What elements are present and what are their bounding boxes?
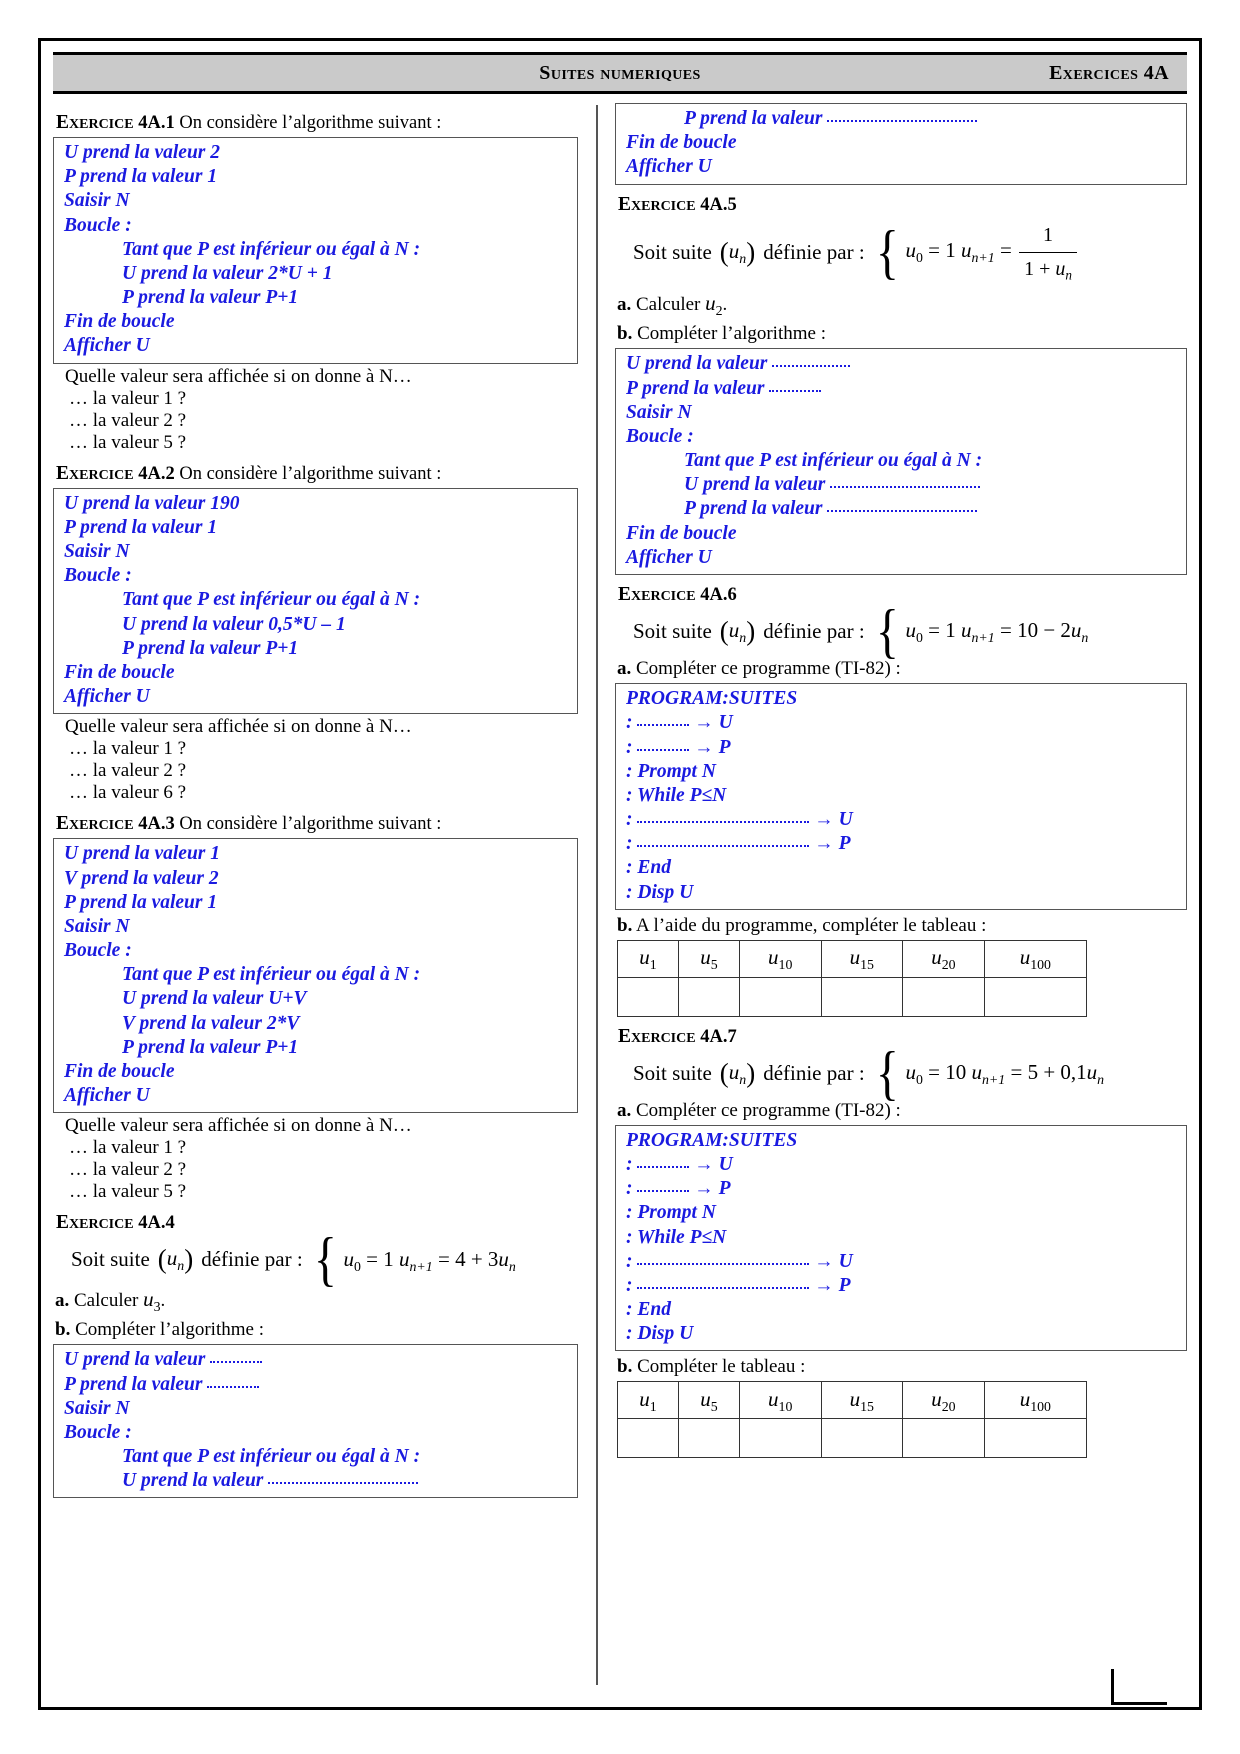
- program-line: : While P≤N: [626, 1226, 727, 1248]
- table-value-cell[interactable]: [821, 1419, 903, 1458]
- fill-in-blank[interactable]: [830, 486, 980, 488]
- algo-line: Tant que P est inférieur ou égal à N :: [122, 589, 421, 611]
- algo-line-text: P prend la valeur: [626, 377, 765, 399]
- part-text: Compléter le tableau :: [637, 1356, 806, 1378]
- program-line: : → P: [626, 736, 731, 758]
- algo-line: Afficher U: [64, 686, 150, 708]
- exercise-number: 4A.5: [700, 194, 737, 215]
- exercise-4a5-part-a: a. Calculer $u_2$.: [617, 290, 728, 318]
- fill-in-blank[interactable]: [637, 1166, 689, 1168]
- program-line: : → U: [626, 1154, 733, 1176]
- fill-in-blank[interactable]: [637, 845, 809, 847]
- system-equations: [343, 1243, 515, 1277]
- fill-in-blank[interactable]: [772, 365, 850, 367]
- program-line: : Prompt N: [626, 1202, 716, 1224]
- soit-suite-text: Soit suite: [71, 1247, 150, 1272]
- algo-line: Saisir N: [64, 190, 130, 212]
- algo-line: Afficher U: [64, 335, 150, 357]
- exercise-4a7-program-box: [615, 1125, 1187, 1352]
- question-item: … la valeur 1 ?: [69, 738, 187, 760]
- term-index: 2: [715, 302, 723, 318]
- exercise-4a6-values-table: [617, 940, 1087, 1017]
- suite-notation: $(u_n)$: [719, 237, 756, 268]
- system-equations: [905, 220, 1078, 286]
- fill-in-blank[interactable]: [637, 1263, 809, 1265]
- arrow-icon: →: [694, 1154, 714, 1176]
- algo-line: P prend la valeur 1: [64, 891, 218, 913]
- exercise-4a5-definition: [615, 220, 1187, 286]
- soit-suite-text: Soit suite: [633, 240, 712, 265]
- program-line: : → P: [626, 1178, 731, 1200]
- table-header-cell: $u_1$: [618, 1382, 679, 1419]
- u-index: 1: [649, 956, 657, 972]
- algo-line: U prend la valeur U+V: [122, 988, 307, 1010]
- u-index: 5: [710, 956, 718, 972]
- arrow-icon: →: [814, 1250, 834, 1272]
- exercise-4a4-algorithm-box: [53, 1344, 578, 1498]
- part-text: Compléter ce programme (TI-82) :: [636, 1099, 901, 1121]
- question-item: … la valeur 1 ?: [69, 387, 187, 409]
- table-header-cell: $u_{20}$: [903, 940, 985, 977]
- question-item: … la valeur 2 ?: [69, 409, 187, 431]
- algo-line: P prend la valeur P+1: [122, 637, 299, 659]
- fill-in-blank[interactable]: [210, 1361, 262, 1363]
- fill-in-blank[interactable]: [637, 1190, 689, 1192]
- fill-in-blank[interactable]: [637, 1287, 809, 1289]
- part-text: Calculer: [636, 293, 701, 315]
- system-equations: [905, 614, 1088, 648]
- column-divider: [596, 105, 598, 1685]
- fill-in-blank[interactable]: [268, 1482, 418, 1484]
- program-line: : → U: [626, 1250, 853, 1272]
- fraction: [1019, 220, 1077, 286]
- algo-line: Tant que P est inférieur ou égal à N :: [122, 964, 421, 986]
- part-text: Compléter l’algorithme :: [637, 323, 826, 345]
- question-item: … la valeur 5 ?: [69, 1181, 187, 1203]
- exercise-number: 4A.2: [138, 463, 175, 484]
- table-header-cell: $u_{15}$: [821, 940, 903, 977]
- exercise-4a4-part-a: a. Calculer $u_3$.: [55, 1286, 166, 1314]
- exercise-4a7-values-table: [617, 1381, 1087, 1458]
- table-value-cell[interactable]: [984, 1419, 1086, 1458]
- arrow-icon: →: [814, 833, 834, 855]
- definie-par-text: définie par :: [201, 1247, 303, 1272]
- system-equations: [905, 1056, 1104, 1090]
- table-value-cell[interactable]: [678, 977, 739, 1016]
- u-index: 20: [941, 1398, 956, 1414]
- part-text: Calculer: [74, 1289, 139, 1311]
- equation-recurrence: $u_{n+1}$ = $\frac{1}{1 + u_n}$: [961, 238, 1079, 262]
- algo-line: Boucle :: [626, 425, 694, 447]
- program-line: : → P: [626, 1274, 851, 1296]
- u-index: 1: [649, 1398, 657, 1414]
- recurrence-expr: 5 + 0,1: [1027, 1060, 1087, 1085]
- part-label: b.: [55, 1319, 71, 1341]
- algo-line: Fin de boucle: [626, 522, 737, 544]
- exercise-4a6-part-b: [617, 915, 1187, 937]
- recurrence-expr: 10 − 2: [1017, 618, 1071, 643]
- fill-in-blank[interactable]: [637, 724, 689, 726]
- table-header-cell: $u_5$: [678, 940, 739, 977]
- table-header-cell: $u_{10}$: [739, 940, 821, 977]
- definie-par-text: définie par :: [763, 619, 865, 644]
- fill-in-blank[interactable]: [637, 749, 689, 751]
- exercise-4a3-algorithm-box: [53, 838, 578, 1113]
- u-index: 15: [860, 956, 874, 972]
- algo-line: P prend la valeur P+1: [122, 287, 299, 309]
- exercise-number: 4A.6: [700, 584, 737, 605]
- fraction-numerator: 1: [1019, 220, 1077, 253]
- algo-line: Boucle :: [64, 565, 132, 587]
- exercise-number: 4A.7: [700, 1026, 737, 1047]
- exercise-prompt: On considère l’algorithme suivant :: [179, 814, 442, 835]
- system-brace: {: [875, 218, 899, 285]
- exercise-4a2-algorithm-box: [53, 488, 578, 715]
- program-line: : Disp U: [626, 1323, 694, 1345]
- table-header-row: [618, 1382, 1087, 1419]
- exercise-4a6-program-box: [615, 683, 1187, 910]
- question-intro: Quelle valeur sera affichée si on donne à N…: [65, 365, 412, 387]
- table-header-cell: $u_1$: [618, 940, 679, 977]
- fill-in-blank[interactable]: [827, 120, 977, 122]
- algo-line: [64, 1348, 571, 1372]
- header-title: Suites numeriques: [539, 62, 701, 84]
- algo-line: [626, 497, 1180, 521]
- program-title: PROGRAM:SUITES: [626, 1129, 798, 1151]
- arrow-icon: →: [694, 712, 714, 734]
- table-header-cell: $u_5$: [678, 1382, 739, 1419]
- page-header: [53, 52, 1187, 94]
- program-line: : End: [626, 857, 671, 879]
- algo-line: [626, 473, 1180, 497]
- fill-in-blank[interactable]: [207, 1386, 259, 1388]
- u-index: 5: [710, 1398, 718, 1414]
- exercise-prompt: On considère l’algorithme suivant :: [179, 463, 442, 484]
- exercise-number: 4A.1: [138, 113, 175, 133]
- arrow-icon: →: [694, 736, 714, 758]
- exercise-4a6-part-a: [617, 658, 1187, 680]
- exercise-number: 4A.3: [138, 814, 175, 835]
- definie-par-text: définie par :: [763, 1060, 865, 1085]
- exercise-4a4-definition: [53, 1226, 578, 1293]
- algo-line-text: U prend la valeur: [626, 353, 768, 375]
- algo-line: Saisir N: [64, 1397, 130, 1419]
- algo-line: U prend la valeur 1: [64, 843, 220, 865]
- algo-line: Tant que P est inférieur ou égal à N :: [122, 238, 421, 260]
- system-brace: {: [875, 1039, 899, 1106]
- part-label: b.: [617, 323, 633, 345]
- u0-value: 1: [945, 618, 956, 643]
- fill-in-blank[interactable]: [827, 510, 977, 512]
- table-header-cell: $u_{15}$: [821, 1382, 903, 1419]
- program-title: PROGRAM:SUITES: [626, 688, 798, 710]
- question-item: … la valeur 5 ?: [69, 431, 187, 453]
- part-label: a.: [617, 658, 632, 680]
- u-index: 100: [1030, 1398, 1051, 1414]
- arrow-icon: →: [814, 809, 834, 831]
- exercise-4a1-algorithm-box: [53, 137, 578, 364]
- algo-line-text: U prend la valeur: [64, 1349, 206, 1371]
- u0-value: 1: [383, 1246, 394, 1271]
- algo-line: U prend la valeur 0,5*U – 1: [122, 613, 346, 635]
- question-intro: Quelle valeur sera affichée si on donne à N…: [65, 1115, 412, 1137]
- exercise-4a6-heading: [618, 584, 1187, 606]
- question-item: … la valeur 2 ?: [69, 1159, 187, 1181]
- exercise-4a5-algorithm-box: [615, 348, 1187, 575]
- left-column: [53, 103, 578, 1500]
- exercise-4a6-definition: [615, 597, 1187, 664]
- algo-line: Boucle :: [64, 940, 132, 962]
- part-label: a.: [617, 1099, 632, 1121]
- exercise-label: Exercice: [618, 583, 696, 605]
- algo-line: [626, 377, 1180, 401]
- algo-line: Boucle :: [64, 214, 132, 236]
- algo-line: Saisir N: [64, 915, 130, 937]
- algo-line: Saisir N: [626, 401, 692, 423]
- question-item: … la valeur 1 ?: [69, 1137, 187, 1159]
- algo-line: Tant que P est inférieur ou égal à N :: [122, 1446, 421, 1468]
- table-header-row: [618, 940, 1087, 977]
- term-u2: $u_2$: [705, 290, 723, 318]
- algo-line: [64, 1469, 571, 1493]
- u-index: 10: [778, 1398, 793, 1414]
- table-value-cell[interactable]: [903, 977, 985, 1016]
- arrow-icon: →: [694, 1178, 714, 1200]
- table-value-cell[interactable]: [739, 977, 821, 1016]
- recurrence-expr: 4 + 3: [455, 1246, 499, 1271]
- fraction-denominator: $1 + u_n$: [1024, 257, 1072, 283]
- algo-line-text: P prend la valeur: [684, 108, 823, 129]
- algo-line: Fin de boucle: [64, 311, 175, 333]
- u-index: 100: [1030, 956, 1051, 972]
- program-line: : End: [626, 1299, 671, 1321]
- algo-line: [626, 107, 1180, 131]
- system-brace: {: [875, 597, 899, 664]
- part-text: Compléter ce programme (TI-82) :: [636, 658, 901, 680]
- algo-line-text: P prend la valeur: [684, 498, 823, 520]
- part-label: b.: [617, 1356, 633, 1378]
- algo-line: Fin de boucle: [626, 132, 737, 154]
- exercise-4a7-part-a: [617, 1100, 1187, 1122]
- exercise-label: Exercice: [56, 462, 134, 484]
- part-text: Compléter l’algorithme :: [75, 1319, 264, 1341]
- algo-line: Tant que P est inférieur ou égal à N :: [684, 450, 983, 472]
- exercise-prompt: On considère l’algorithme suivant :: [179, 113, 442, 133]
- table-header-cell: $u_{10}$: [739, 1382, 821, 1419]
- soit-suite-text: Soit suite: [633, 1060, 712, 1085]
- algo-line: V prend la valeur 2*V: [122, 1012, 300, 1034]
- table-row: [618, 1419, 1087, 1458]
- exercise-4a7-heading: [618, 1026, 1187, 1048]
- part-text: A l’aide du programme, compléter le tableau :: [636, 914, 987, 936]
- table-header-cell: $u_{100}$: [984, 940, 1086, 977]
- fill-in-blank[interactable]: [637, 821, 809, 823]
- algo-line: Boucle :: [64, 1421, 132, 1443]
- table-value-cell[interactable]: [984, 977, 1086, 1016]
- equation-u0: $u_0 = 1$: [905, 238, 956, 266]
- algo-line: P prend la valeur P+1: [122, 1036, 299, 1058]
- u0-value: 1: [945, 238, 956, 263]
- suite-notation: $(u_n)$: [719, 616, 756, 647]
- algo-line-text: P prend la valeur: [64, 1373, 203, 1395]
- question-item: … la valeur 6 ?: [69, 782, 187, 804]
- exercise-4a4-part-b: [55, 1319, 578, 1341]
- question-item: … la valeur 2 ?: [69, 760, 187, 782]
- program-line: : While P≤N: [626, 784, 727, 806]
- page-frame: [38, 38, 1202, 1710]
- exercise-4a7-definition: [615, 1039, 1187, 1106]
- table-header-cell: $u_{20}$: [903, 1382, 985, 1419]
- algo-line: P prend la valeur 1: [64, 166, 218, 188]
- algo-line-text: U prend la valeur: [122, 1470, 264, 1492]
- definie-par-text: définie par :: [763, 240, 865, 265]
- suite-notation: $(u_n)$: [157, 1244, 194, 1275]
- part-label: a.: [617, 293, 632, 315]
- soit-suite-text: Soit suite: [633, 619, 712, 644]
- suite-notation: $(u_n)$: [719, 1057, 756, 1088]
- arrow-icon: →: [814, 1274, 834, 1296]
- algo-line: Fin de boucle: [64, 661, 175, 683]
- equation-recurrence: $u_{n+1} = 5 + 0,1u_n$: [971, 1060, 1105, 1087]
- u-index: 20: [941, 956, 956, 972]
- u-index: 10: [778, 956, 793, 972]
- term-u3: $u_3$: [143, 1286, 161, 1314]
- algo-line: V prend la valeur 2: [64, 867, 219, 889]
- algo-line: Saisir N: [64, 541, 130, 563]
- exercise-label: Exercice: [618, 1025, 696, 1047]
- equation-u0: $u_0 = 1$: [343, 1246, 394, 1274]
- fill-in-blank[interactable]: [769, 390, 821, 392]
- exercise-4a5-heading: [618, 194, 1187, 216]
- part-label: b.: [617, 914, 633, 936]
- table-value-cell[interactable]: [618, 977, 679, 1016]
- table-value-cell[interactable]: [678, 1419, 739, 1458]
- table-row: [618, 977, 1087, 1016]
- two-column-body: [53, 103, 1187, 1699]
- algo-line: Afficher U: [626, 156, 712, 178]
- table-value-cell[interactable]: [821, 977, 903, 1016]
- table-value-cell[interactable]: [618, 1419, 679, 1458]
- exercise-4a5-part-b: [617, 323, 1187, 345]
- equation-recurrence: $u_{n+1} = 10 - 2u_n$: [961, 618, 1089, 646]
- algo-line: [64, 1373, 571, 1397]
- part-label: a.: [55, 1289, 70, 1311]
- algo-line: Afficher U: [626, 546, 712, 568]
- exercise-label: Exercice: [56, 813, 134, 835]
- exercise-4a1-heading: [56, 112, 578, 134]
- algo-line: U prend la valeur 190: [64, 492, 240, 514]
- header-exercise-set-label: Exercices 4A: [1049, 62, 1169, 84]
- algo-line: U prend la valeur 2: [64, 142, 220, 163]
- exercise-4a2-heading: [56, 463, 578, 485]
- algo-line-text: U prend la valeur: [684, 474, 826, 496]
- exercise-4a7-part-b: [617, 1356, 1187, 1378]
- system-brace: {: [313, 1226, 337, 1293]
- program-line: : → U: [626, 809, 853, 831]
- exercise-label: Exercice: [56, 112, 134, 133]
- algo-line: Afficher U: [64, 1085, 150, 1107]
- table-value-cell[interactable]: [739, 1419, 821, 1458]
- exercise-4a3-heading: [56, 813, 578, 835]
- exercise-label: Exercice: [618, 193, 696, 215]
- right-column: [615, 103, 1187, 1460]
- table-value-cell[interactable]: [903, 1419, 985, 1458]
- algo-line: [626, 352, 1180, 376]
- program-line: : → P: [626, 833, 851, 855]
- page-corner-mark: [1111, 1669, 1167, 1705]
- program-line: : → U: [626, 712, 733, 734]
- u-index: 15: [860, 1398, 874, 1414]
- u0-value: 10: [945, 1060, 967, 1085]
- table-header-cell: $u_{100}$: [984, 1382, 1086, 1419]
- exercise-label: Exercice: [56, 1212, 134, 1234]
- equation-u0: $u_0 = 10$: [905, 1060, 967, 1087]
- program-line: : Disp U: [626, 881, 694, 903]
- program-line: : Prompt N: [626, 760, 716, 782]
- algo-line: U prend la valeur 2*U + 1: [122, 262, 333, 284]
- question-intro: Quelle valeur sera affichée si on donne à N…: [65, 716, 412, 738]
- exercise-number: 4A.4: [138, 1213, 175, 1234]
- term-index: 3: [153, 1298, 161, 1314]
- exercise-4a4-algorithm-continuation: [615, 103, 1187, 185]
- algo-line: Fin de boucle: [64, 1060, 175, 1082]
- equation-u0: $u_0 = 1$: [905, 618, 956, 646]
- equation-recurrence: $u_{n+1} = 4 + 3u_n$: [399, 1246, 516, 1274]
- algo-line: P prend la valeur 1: [64, 516, 218, 538]
